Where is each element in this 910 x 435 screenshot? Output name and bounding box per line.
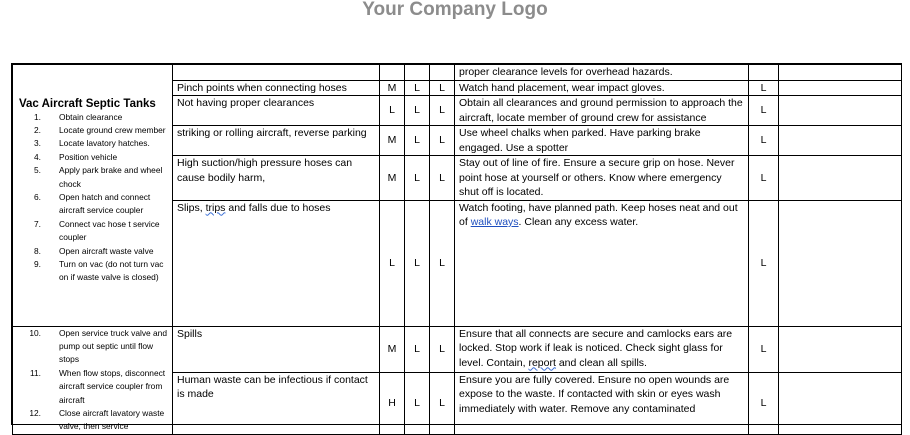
risk-rating-cell: L (405, 372, 430, 434)
residual-risk-cell: L (749, 96, 779, 126)
hazard-cell: Spills (173, 326, 380, 372)
notes-cell (779, 156, 902, 201)
list-item (17, 191, 170, 218)
control-cell (455, 200, 749, 326)
section-title: Vac Aircraft Septic Tanks (19, 97, 156, 110)
risk-rating-cell: L (430, 200, 455, 326)
table-row (13, 96, 902, 126)
control-text: and clean all spills. (555, 356, 647, 369)
risk-rating-cell (380, 65, 405, 81)
risk-rating-cell: L (430, 96, 455, 126)
hazard-cell: Not having proper clearances (173, 96, 380, 126)
task-steps-cell (13, 96, 173, 327)
step-number: 11. (29, 367, 41, 378)
step-text: Close aircraft lavatory waste valve, then service (59, 407, 165, 432)
grammar-flagged-phrase[interactable]: walk ways (470, 216, 519, 228)
risk-rating-cell (430, 65, 455, 81)
risk-assessment-table (12, 64, 902, 435)
notes-cell (779, 65, 902, 81)
risk-rating-cell: L (405, 80, 430, 96)
residual-risk-cell: L (749, 126, 779, 156)
notes-cell (779, 326, 902, 372)
step-number: 1. (34, 111, 41, 122)
residual-risk-cell: L (749, 80, 779, 96)
step-number: 5. (34, 165, 41, 176)
hazard-cell: Human waste can be infectious if contact is made (173, 372, 380, 434)
hazard-cell: striking or rolling aircraft, reverse parking (173, 126, 380, 156)
step-number: 9. (34, 258, 41, 269)
residual-risk-cell: L (749, 372, 779, 434)
risk-rating-cell: M (380, 126, 405, 156)
company-logo: Your Company Logo (362, 0, 548, 20)
hazard-cell: High suction/high pressure hoses can cause bodily harm, (173, 156, 380, 201)
task-steps-list (17, 327, 170, 434)
list-item (17, 407, 170, 434)
hazard-text: Slips, (177, 201, 206, 214)
hazard-cell (173, 65, 380, 81)
residual-risk-cell (749, 65, 779, 81)
notes-cell (779, 372, 902, 434)
risk-rating-cell: M (380, 156, 405, 201)
control-cell (455, 326, 749, 372)
risk-rating-cell: L (430, 156, 455, 201)
list-item (17, 124, 170, 137)
step-text: Locate ground crew member (59, 124, 166, 135)
control-text: Ensure that all connects are secure and camlocks ears are locked. Stop work if leak is noticed. Check sight glass for level. Contain, (459, 327, 733, 369)
risk-rating-cell: L (430, 80, 455, 96)
list-item (17, 151, 170, 164)
control-cell: Watch hand placement, wear impact gloves. (455, 80, 749, 96)
step-number: 2. (34, 124, 41, 135)
risk-rating-cell: L (405, 326, 430, 372)
risk-rating-cell: M (380, 326, 405, 372)
step-number: 12. (29, 407, 41, 418)
task-cell (13, 80, 173, 96)
step-number: 8. (34, 245, 41, 256)
residual-risk-cell: L (749, 326, 779, 372)
step-text: Apply park brake and wheel chock (59, 165, 163, 189)
risk-rating-cell: L (405, 96, 430, 126)
step-number: 7. (34, 218, 41, 229)
control-cell: proper clearance levels for overhead hazards. (455, 65, 749, 81)
task-cell (13, 65, 173, 81)
step-number: 10. (29, 327, 41, 338)
notes-cell (779, 200, 902, 326)
spelling-flagged-word: report (528, 356, 556, 369)
spelling-flagged-word: trips (205, 201, 226, 214)
step-text: Position vehicle (59, 151, 118, 162)
hazard-cell: Pinch points when connecting hoses (173, 80, 380, 96)
control-cell: Use wheel chalks when parked. Have parking brake engaged. Use a spotter (455, 126, 749, 156)
task-steps-cell (13, 326, 173, 434)
table-row (13, 80, 902, 96)
list-item (17, 245, 170, 258)
step-number: 3. (34, 138, 41, 149)
table-row (13, 65, 902, 81)
step-text: Open hatch and connect aircraft service coupler (59, 191, 151, 216)
step-text: Turn on vac (do not turn vac on if waste valve is closed) (59, 258, 164, 283)
control-text: Watch footing, have planned path. Keep hoses neat and out of (459, 201, 738, 228)
control-text: . Clean any excess water. (518, 216, 639, 228)
step-number: 6. (34, 191, 41, 202)
hazard-cell (173, 200, 380, 326)
step-number: 4. (34, 151, 41, 162)
table-row (13, 326, 902, 372)
list-item (17, 111, 170, 124)
step-text: Open service truck valve and pump out septic until flow stops (59, 327, 167, 365)
list-item (17, 327, 170, 367)
step-text: Connect vac hose t service coupler (59, 218, 160, 243)
step-text: Obtain clearance (59, 111, 123, 122)
task-steps-list (17, 111, 170, 285)
residual-risk-cell: L (749, 156, 779, 201)
notes-cell (779, 126, 902, 156)
list-item (17, 164, 170, 191)
residual-risk-cell: L (749, 200, 779, 326)
risk-assessment-table-wrapper (11, 63, 902, 432)
notes-cell (779, 96, 902, 126)
risk-rating-cell: L (405, 156, 430, 201)
risk-rating-cell: H (380, 372, 405, 434)
step-text: Locate lavatory hatches. (59, 138, 150, 149)
risk-rating-cell: L (405, 200, 430, 326)
control-cell: Ensure you are fully covered. Ensure no open wounds are expose to the waste. If contacted with skin or eyes wash immediately with water. Remove any contaminated (455, 372, 749, 434)
list-item (17, 218, 170, 245)
hazard-text: and falls due to hoses (225, 201, 331, 214)
risk-rating-cell: L (380, 96, 405, 126)
risk-rating-cell: M (380, 80, 405, 96)
notes-cell (779, 80, 902, 96)
step-text: When flow stops, disconnect aircraft service coupler from aircraft (59, 367, 166, 405)
list-item (17, 137, 170, 150)
step-text: Open aircraft waste valve (59, 245, 154, 256)
risk-rating-cell: L (380, 200, 405, 326)
risk-rating-cell: L (430, 126, 455, 156)
risk-rating-cell: L (430, 372, 455, 434)
list-item (17, 367, 170, 407)
control-cell: Stay out of line of fire. Ensure a secure grip on hose. Never point hose at yourself or others. Know where emergency shut off is located. (455, 156, 749, 201)
list-item (17, 258, 170, 285)
control-cell: Obtain all clearances and ground permission to approach the aircraft, locate member of ground crew for assistance (455, 96, 749, 126)
risk-rating-cell: L (405, 126, 430, 156)
risk-rating-cell (405, 65, 430, 81)
risk-rating-cell: L (430, 326, 455, 372)
